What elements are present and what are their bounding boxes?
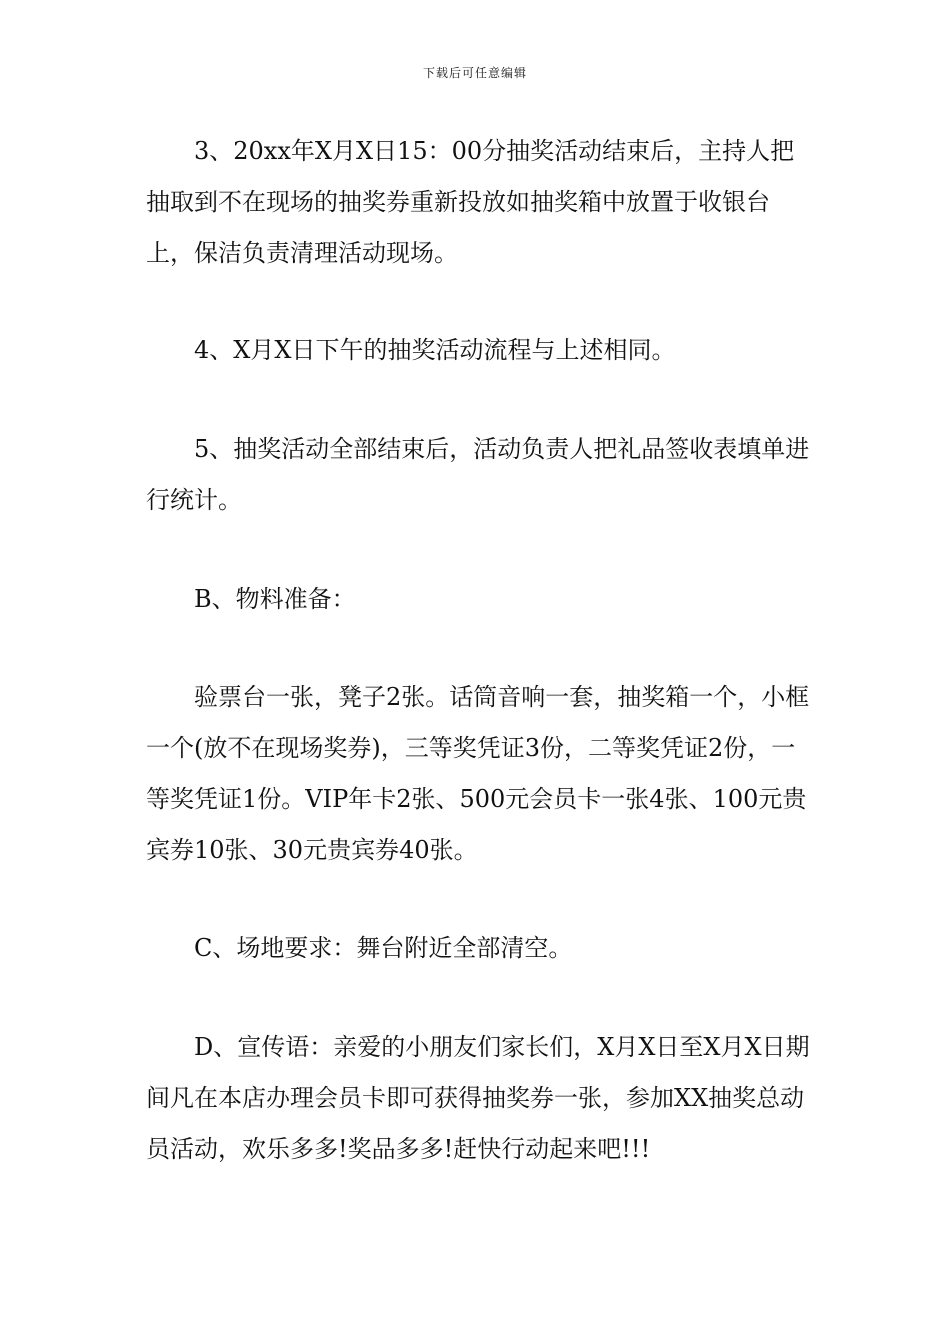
paragraph-slogan: D、宣传语：亲爱的小朋友们家长们，X月X日至X月X日期间凡在本店办理会员卡即可获得抽奖券一张，参加XX抽奖总动员活动，欢乐多多!奖品多多!赶快行动起来吧!!! — [146, 1033, 810, 1163]
paragraph-step-3: 3、20xx年X月X日15：00分抽奖活动结束后，主持人把抽取到不在现场的抽奖券重新投放如抽奖箱中放置于收银台上，保洁负责清理活动现场。 — [146, 137, 795, 267]
header-note: 下载后可任意编辑 — [422, 66, 527, 80]
paragraph-step-5: 5、抽奖活动全部结束后，活动负责人把礼品签收表填单进行统计。 — [146, 435, 810, 514]
paragraph-step-4: 4、X月X日下午的抽奖活动流程与上述相同。 — [194, 336, 676, 364]
section-heading-materials: B、物料准备： — [194, 585, 356, 613]
section-heading-venue: C、场地要求：舞台附近全部清空。 — [194, 934, 573, 962]
paragraph-materials-list: 验票台一张，凳子2张。话筒音响一套，抽奖箱一个，小框一个(放不在现场奖券)，三等奖凭证3份，二等奖凭证2份，一等奖凭证1份。VIP年卡2张、500元会员卡一张4张、100元贵宾券10张、30元贵宾券40张。 — [146, 683, 810, 864]
